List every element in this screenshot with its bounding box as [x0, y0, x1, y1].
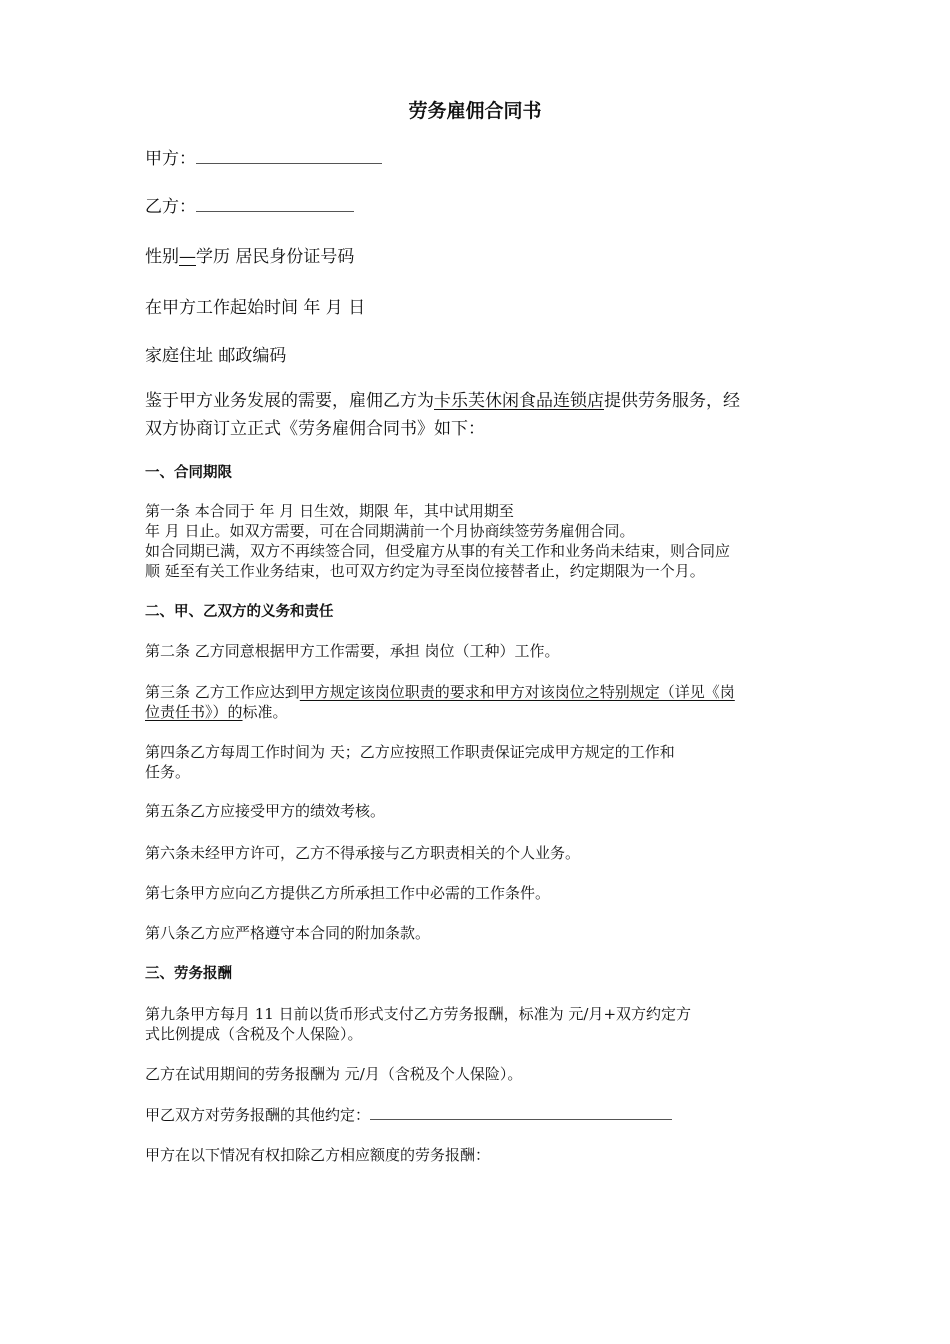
article-1-line-2: 年 月 日止。如双方需要，可在合同期满前一个月协商续签劳务雇佣合同。: [145, 522, 635, 540]
article-1-line-3: 如合同期已满，双方不再续签合同，但受雇方从事的有关工作和业务尚未结束，则合同应: [145, 542, 731, 560]
section-2-heading: 二、甲、乙双方的义务和责任: [145, 604, 334, 620]
article-3-line-2: [145, 701, 288, 722]
other-agreement-blank[interactable]: [370, 1105, 672, 1120]
article-3-requirement: 甲方规定该岗位职责的要求和甲方对该岗位之特别规定（详见《岗: [299, 683, 735, 701]
article-1-line-4: 顺 延至有关工作业务结束，也可双方约定为寻至岗位接替者止，约定期限为一个月。: [145, 562, 705, 580]
start-time-line: 在甲方工作起始时间 年 月 日: [145, 298, 366, 318]
deduction-intro: 甲方在以下情况有权扣除乙方相应额度的劳务报酬：: [145, 1146, 491, 1164]
article-2: 第二条 乙方同意根据甲方工作需要，承担 岗位（工种）工作。: [145, 642, 560, 660]
party-a-line: [145, 144, 382, 169]
article-3-line-1: [145, 681, 735, 702]
gender-education-id-line: [145, 242, 354, 267]
article-4-line-1: 第四条乙方每周工作时间为 天；乙方应按照工作职责保证完成甲方规定的工作和: [145, 743, 675, 761]
other-agreement-line: [145, 1104, 672, 1125]
article-3-requirement-cont: 位责任书》）的: [145, 703, 243, 721]
party-a-label: 甲方：: [145, 149, 196, 169]
article-3-prefix: 第三条 乙方工作应达到: [145, 683, 300, 701]
page-title: 劳务雇佣合同书: [408, 100, 542, 122]
preamble-text-2: 提供劳务服务，经: [604, 391, 740, 411]
article-1-line-1: 第一条 本合同于 年 月 日生效，期限 年，其中试用期至: [145, 502, 514, 520]
preamble-line-1: [145, 386, 740, 411]
preamble-line-2: 双方协商订立正式《劳务雇佣合同书》如下：: [145, 419, 485, 439]
other-agreement-label: 甲乙双方对劳务报酬的其他约定：: [145, 1106, 371, 1124]
gender-label: 性别: [145, 247, 179, 267]
article-8: 第八条乙方应严格遵守本合同的附加条款。: [145, 924, 431, 942]
article-4-line-2: 任务。: [145, 763, 191, 781]
preamble-text-1: 鉴于甲方业务发展的需要，雇佣乙方为: [145, 391, 434, 411]
education-id-label: 学历 居民身份证号码: [196, 247, 355, 267]
article-9-line-1: 第九条甲方每月 11 日前以货币形式支付乙方劳务报酬，标准为 元/月+双方约定方: [145, 1005, 692, 1023]
article-6: 第六条未经甲方许可，乙方不得承接与乙方职责相关的个人业务。: [145, 844, 581, 862]
article-5: 第五条乙方应接受甲方的绩效考核。: [145, 802, 386, 820]
article-9-line-2: 式比例提成（含税及个人保险）。: [145, 1025, 363, 1043]
party-b-blank[interactable]: [196, 197, 354, 212]
party-b-label: 乙方：: [145, 197, 196, 217]
address-line: 家庭住址 邮政编码: [145, 346, 287, 366]
article-7: 第七条甲方应向乙方提供乙方所承担工作中必需的工作条件。: [145, 884, 551, 902]
gender-blank: —: [179, 247, 196, 267]
section-1-heading: 一、合同期限: [145, 465, 232, 481]
party-b-line: [145, 192, 354, 217]
party-a-blank[interactable]: [196, 149, 382, 164]
probation-pay: 乙方在试用期间的劳务报酬为 元/月（含税及个人保险）。: [145, 1065, 523, 1083]
article-3-suffix: 标准。: [242, 703, 288, 721]
store-name: 卡乐芙休闲食品连锁店: [434, 391, 604, 411]
section-3-heading: 三、劳务报酬: [145, 966, 232, 982]
